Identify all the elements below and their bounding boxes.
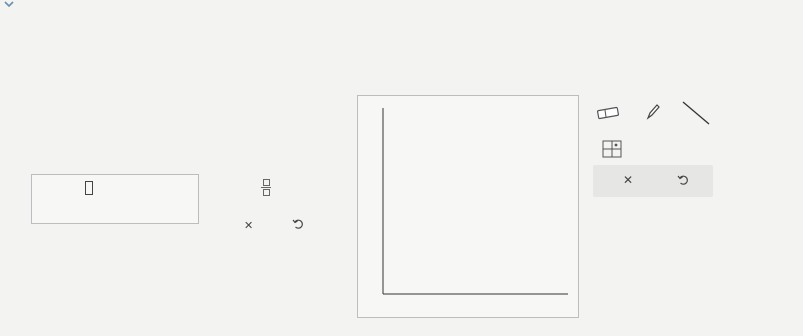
clear-button[interactable]: ✕ — [244, 219, 254, 232]
equation-input[interactable] — [85, 181, 93, 195]
undo-icon[interactable] — [292, 218, 304, 230]
graph-action-bar — [593, 165, 713, 197]
pencil-icon[interactable] — [645, 102, 661, 120]
eraser-icon[interactable] — [595, 106, 621, 120]
graph-canvas[interactable] — [358, 96, 578, 317]
equation-answer-box — [31, 174, 199, 224]
line-tool-icon[interactable] — [681, 100, 711, 126]
collapse-chevron-icon[interactable] — [2, 0, 16, 10]
graph-clear-button[interactable]: ✕ — [623, 173, 634, 187]
graph-panel[interactable] — [357, 95, 579, 318]
fraction-template-button[interactable] — [261, 179, 271, 197]
graph-undo-icon[interactable] — [677, 174, 689, 186]
graph-grid-icon[interactable] — [602, 140, 622, 158]
